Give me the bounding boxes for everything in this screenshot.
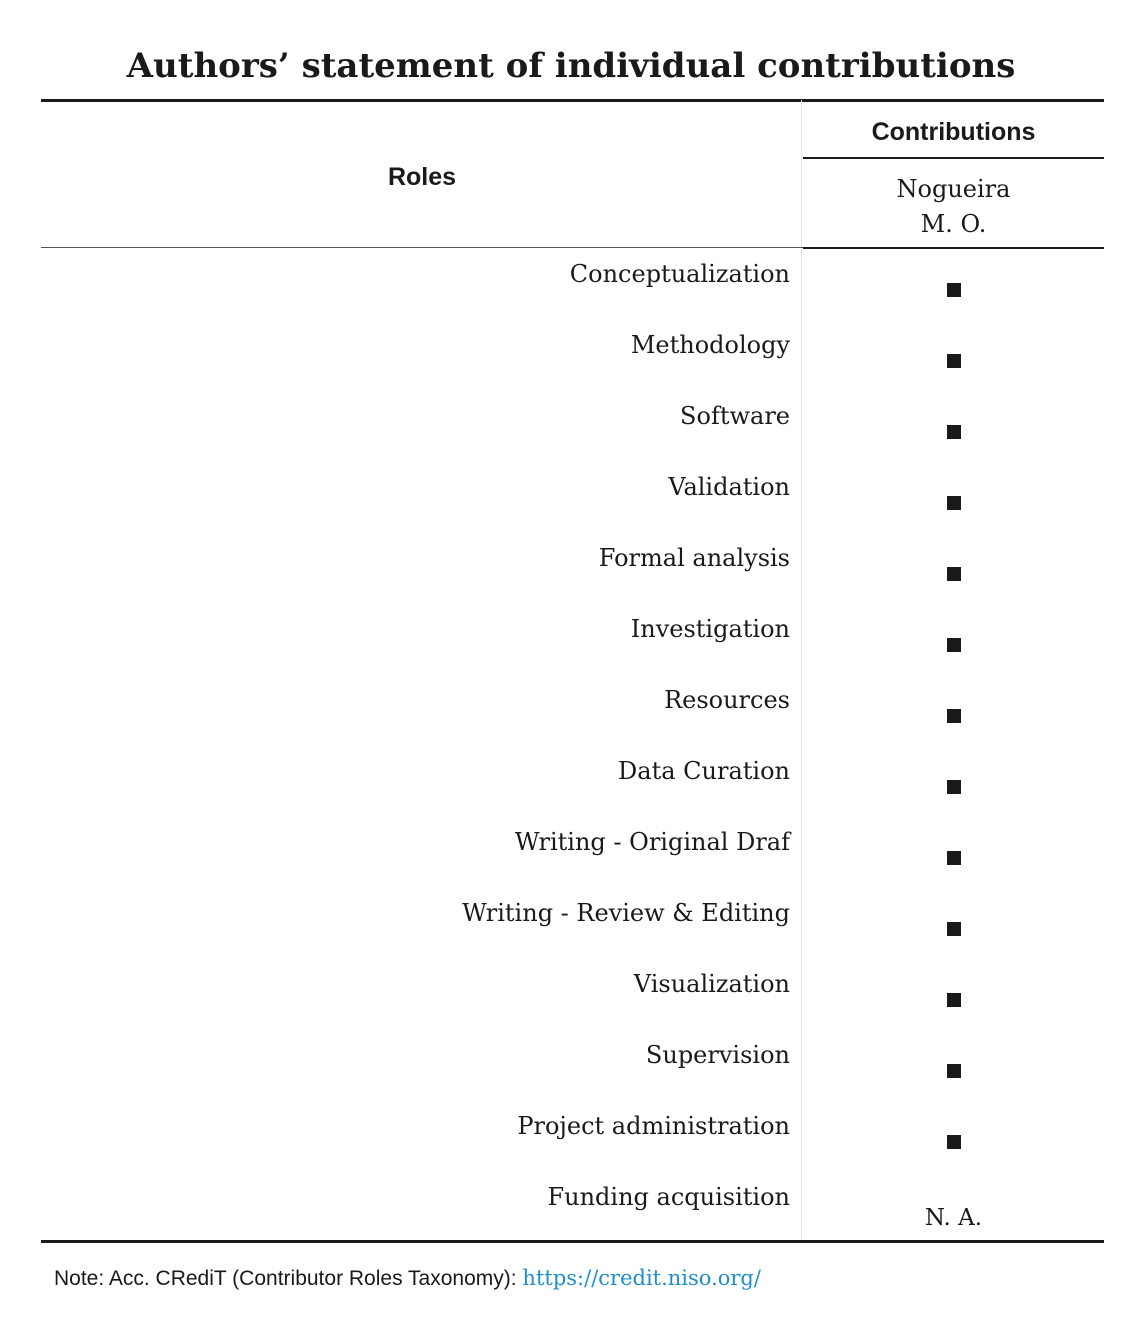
top-rule (41, 99, 1104, 102)
filled-square-icon (947, 567, 961, 581)
contribution-cell (803, 700, 1104, 728)
filled-square-icon (947, 354, 961, 368)
table-title: Authors’ statement of individual contributions (126, 46, 1016, 86)
table-row (41, 889, 1104, 960)
contribution-cell (803, 842, 1104, 870)
credit-link[interactable]: https://credit.niso.org/ (522, 1266, 761, 1290)
table-note (54, 1262, 761, 1295)
table-row (41, 960, 1104, 1031)
roles-header: Roles (387, 163, 457, 191)
role-label: Supervision (645, 1041, 790, 1069)
contribution-cell (803, 416, 1104, 444)
filled-square-icon (947, 851, 961, 865)
role-label: Investigation (630, 615, 790, 643)
contributions-header: Contributions (871, 118, 1036, 146)
table-row (41, 463, 1104, 534)
table-row (41, 818, 1104, 889)
header-rule-left (41, 247, 803, 248)
contribution-cell (803, 345, 1104, 373)
contribution-cell (803, 274, 1104, 302)
role-label: Data Curation (618, 757, 790, 785)
role-label: Writing - Original Draf (514, 828, 790, 856)
table-row (41, 392, 1104, 463)
role-label: Funding acquisition (547, 1183, 790, 1211)
role-label: Formal analysis (598, 544, 790, 572)
role-label: Resources (664, 686, 790, 714)
contribution-cell (803, 984, 1104, 1012)
filled-square-icon (947, 709, 961, 723)
filled-square-icon (947, 922, 961, 936)
table-row (41, 1173, 1104, 1244)
bottom-rule (41, 1240, 1104, 1243)
filled-square-icon (947, 425, 961, 439)
role-label: Writing - Review & Editing (462, 899, 790, 927)
table-row (41, 534, 1104, 605)
contribution-cell (803, 629, 1104, 657)
table-row (41, 1031, 1104, 1102)
filled-square-icon (947, 638, 961, 652)
note-text: Note: Acc. CRediT (Contributor Roles Taxonomy): (54, 1267, 523, 1290)
role-label: Software (680, 402, 790, 430)
table-row (41, 676, 1104, 747)
contribution-cell (803, 913, 1104, 941)
not-applicable-text: N. A. (924, 1205, 983, 1231)
table-row (41, 747, 1104, 818)
table-row (41, 250, 1104, 321)
contribution-cell (803, 1197, 1104, 1231)
table-row (41, 1102, 1104, 1173)
filled-square-icon (947, 283, 961, 297)
contributions-rule (803, 157, 1104, 159)
contribution-cell (803, 1126, 1104, 1154)
role-label: Validation (668, 473, 790, 501)
contribution-cell (803, 558, 1104, 586)
table-row (41, 605, 1104, 676)
contribution-cell (803, 487, 1104, 515)
contribution-cell (803, 1055, 1104, 1083)
role-label: Project administration (517, 1112, 790, 1140)
filled-square-icon (947, 993, 961, 1007)
filled-square-icon (947, 496, 961, 510)
filled-square-icon (947, 1135, 961, 1149)
author-initials: M. O. (920, 210, 987, 238)
author-header (803, 172, 1104, 242)
role-label: Visualization (633, 970, 790, 998)
filled-square-icon (947, 780, 961, 794)
author-name: Nogueira (896, 175, 1011, 203)
table-row (41, 321, 1104, 392)
contribution-rows (41, 250, 1104, 1244)
header-rule-right (803, 247, 1104, 249)
role-label: Conceptualization (569, 260, 790, 288)
filled-square-icon (947, 1064, 961, 1078)
contribution-cell (803, 771, 1104, 799)
role-label: Methodology (630, 331, 790, 359)
